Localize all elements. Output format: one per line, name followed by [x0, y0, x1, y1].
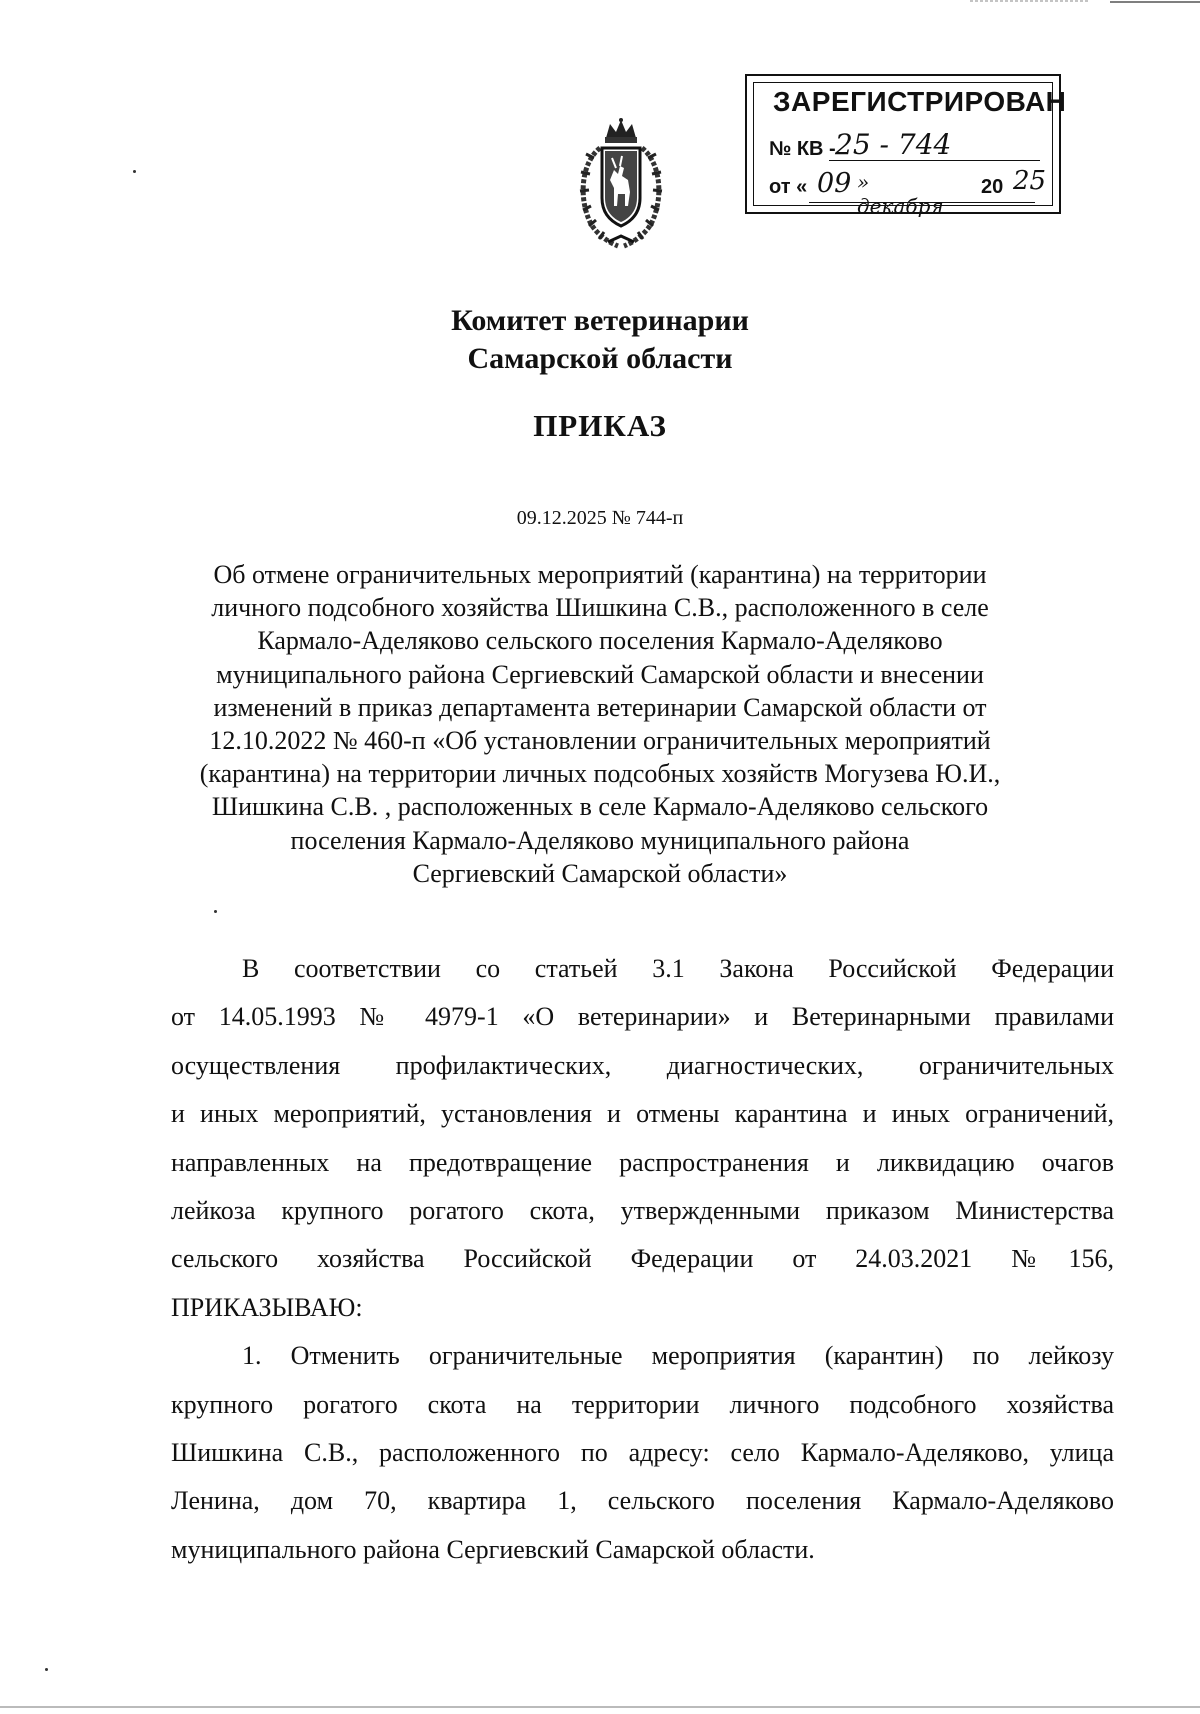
title-line: изменений в приказ департамента ветеринарии Самарской области от [213, 692, 987, 722]
stamp-number-label: № КВ - [769, 138, 836, 160]
body-line: направленных на предотвращение распространения и ликвидацию очагов [171, 1147, 1114, 1177]
title-line: Кармало-Аделяково сельского поселения Кармало-Аделяково [257, 626, 943, 656]
coat-of-arms-icon [570, 118, 672, 252]
order-body [171, 945, 1114, 1574]
title-line: Шишкина С.В. , расположенных в селе Кармало-Аделяково сельского [211, 792, 989, 822]
body-line: муниципального района Сергиевский Самарской области. [171, 1534, 815, 1564]
order-verb: ПРИКАЗЫВАЮ: [171, 1292, 363, 1322]
organization-name-line-2: Самарской области [467, 342, 733, 375]
title-line: Сергиевский Самарской области» [412, 858, 788, 888]
stamp-number-value: 25 - 744 [829, 130, 1040, 161]
body-line: Шишкина С.В., расположенного по адресу: село Кармало-Аделяково, улица [171, 1437, 1114, 1467]
document-date-number: 09.12.2025 № 744-п [516, 507, 684, 529]
scan-edge-mark [970, 0, 1200, 4]
title-line: личного подсобного хозяйства Шишкина С.В., расположенного в селе [211, 593, 989, 623]
stamp-date-label: от « [769, 176, 808, 198]
scan-speck [133, 170, 136, 173]
body-line: сельского хозяйства Российской Федерации от 24.03.2021 №156, [171, 1244, 1114, 1274]
body-line: Ленина, дом 70, квартира 1, сельского поселения Кармало-Аделяково [171, 1486, 1114, 1516]
title-line: Об отмене ограничительных мероприятий (карантина) на территории [213, 560, 987, 589]
registration-stamp [745, 74, 1067, 218]
document-type: ПРИКАЗ [533, 408, 667, 443]
stamp-date-day: 09 [817, 168, 852, 199]
stamp-date-year-suffix: 25 [1013, 166, 1047, 196]
item-1-paragraph [171, 1332, 1114, 1574]
title-line: 12.10.2022 № 460-п «Об установлении ограничительных мероприятий [209, 726, 991, 756]
body-line: крупного рогатого скота на территории личного подсобного хозяйства [171, 1389, 1114, 1419]
stamp-date-year-prefix: 20 [981, 176, 1004, 198]
body-line: от 14.05.1993 № 4979-1 «О ветеринарии» и Ветеринарными правилами [171, 1002, 1114, 1032]
body-line: осуществления профилактических, диагностических, ограничительных [171, 1050, 1114, 1080]
body-line: В соответствии со статьей 3.1 Закона Российской Федерации [242, 954, 1114, 983]
order-title [140, 558, 1060, 890]
title-line: (карантина) на территории личных подсобных хозяйств Могузева Ю.И., [199, 759, 1001, 789]
scan-speck [45, 1668, 48, 1671]
body-line: и иных мероприятий, установления и отмены карантина и иных ограничений, [171, 1099, 1114, 1129]
body-line: 1. Отменить ограничительные мероприятия (карантин) по лейкозу [242, 1341, 1114, 1371]
organization-name-line-1: Комитет ветеринарии [451, 304, 749, 337]
scan-bottom-edge [0, 1706, 1200, 1708]
title-line: муниципального района Сергиевский Самарской области и внесении [216, 659, 984, 689]
preamble-paragraph [171, 945, 1114, 1332]
title-line: поселения Кармало-Аделяково муниципального района [290, 825, 910, 855]
body-line: лейкоза крупного рогатого скота, утвержденными приказом Министерства [171, 1195, 1114, 1225]
stamp-title: ЗАРЕГИСТРИРОВАН [773, 86, 1067, 117]
stamp-date-month: » декабря [857, 170, 944, 218]
scan-speck [214, 910, 217, 913]
stamp-date-underline [809, 202, 1035, 203]
